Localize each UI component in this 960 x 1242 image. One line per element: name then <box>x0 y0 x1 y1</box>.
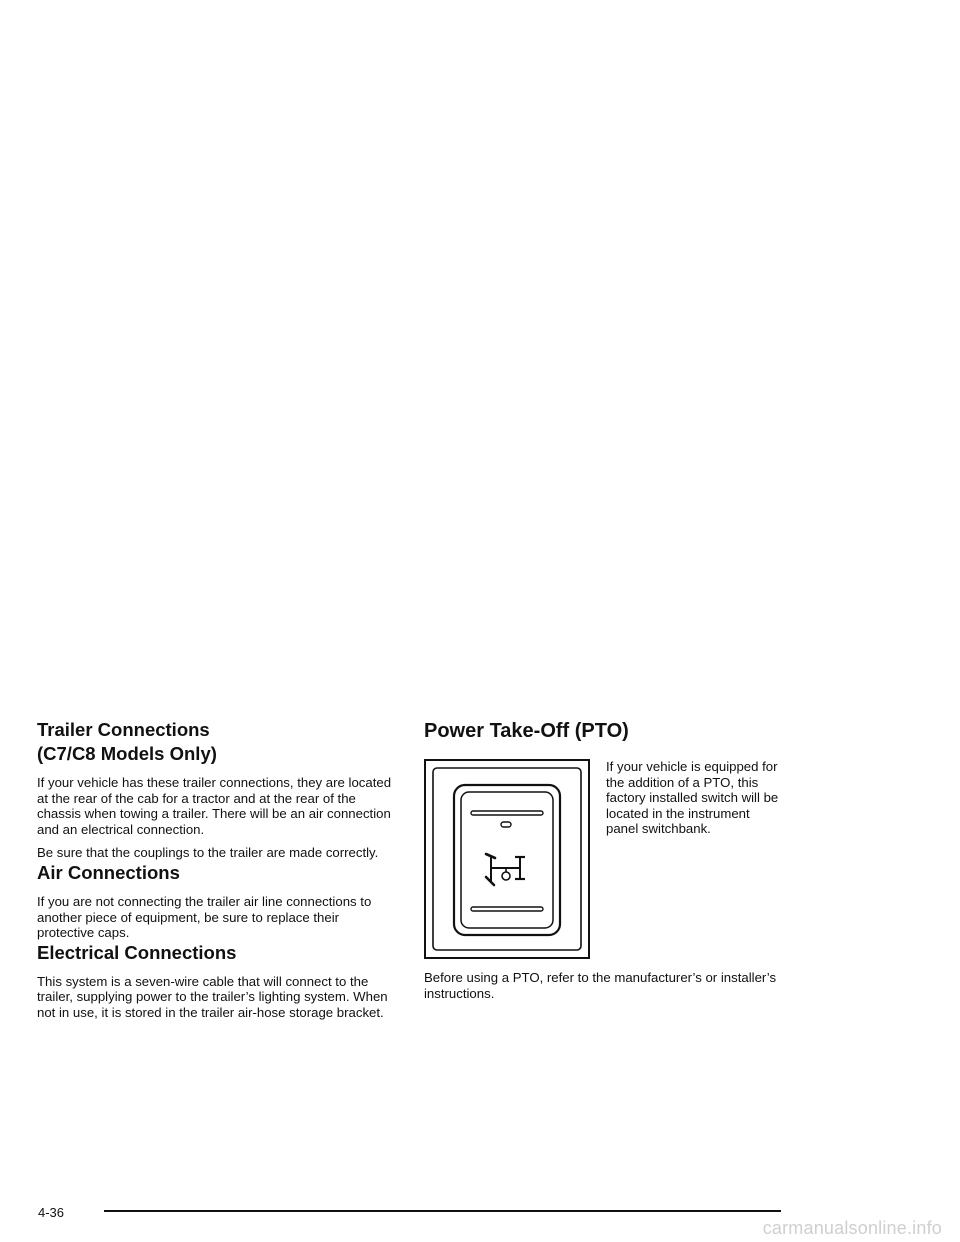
right-column <box>424 718 784 1001</box>
trailer-heading-line2: (C7/C8 Models Only) <box>37 743 217 764</box>
trailer-connections-heading <box>37 718 397 766</box>
electrical-connections-heading: Electrical Connections <box>37 941 237 963</box>
air-connections-heading: Air Connections <box>37 861 180 883</box>
pto-heading: Power Take-Off (PTO) <box>424 720 629 742</box>
trailer-paragraph-1: If your vehicle has these trailer connections, they are located at the rear of the cab for a tractor and at the rear of the chassis when towing a trailer. There will be an air connection and an electrical connection. <box>37 775 392 837</box>
pto-paragraph-1: If your vehicle is equipped for the addition of a PTO, this factory installed switch will be located in the instrument panel switchbank. <box>606 759 779 837</box>
footer-rule <box>104 1210 781 1212</box>
pto-figure-row <box>424 759 784 959</box>
electrical-connections-paragraph: This system is a seven-wire cable that will connect to the trailer, supplying power to the trailer’s lighting system. When not in use, it is stored in the trailer air-hose storage bracket. <box>37 973 388 1020</box>
left-column <box>37 718 397 1021</box>
trailer-heading-line1: Trailer Connections <box>37 719 210 740</box>
air-connections-paragraph: If you are not connecting the trailer air line connections to another piece of equipment, be sure to replace their protective caps. <box>37 893 372 941</box>
trailer-paragraph-2: Be sure that the couplings to the trailer are made correctly. <box>37 845 379 861</box>
page-number: 4-36 <box>38 1205 65 1220</box>
pto-switch-figure <box>424 759 590 959</box>
watermark-text: carmanualsonline.info <box>762 1218 942 1238</box>
pto-switch-icon <box>424 759 590 959</box>
pto-text-block <box>606 759 784 959</box>
pto-paragraph-2: Before using a PTO, refer to the manufacturer’s or installer’s instructions. <box>424 970 777 1001</box>
